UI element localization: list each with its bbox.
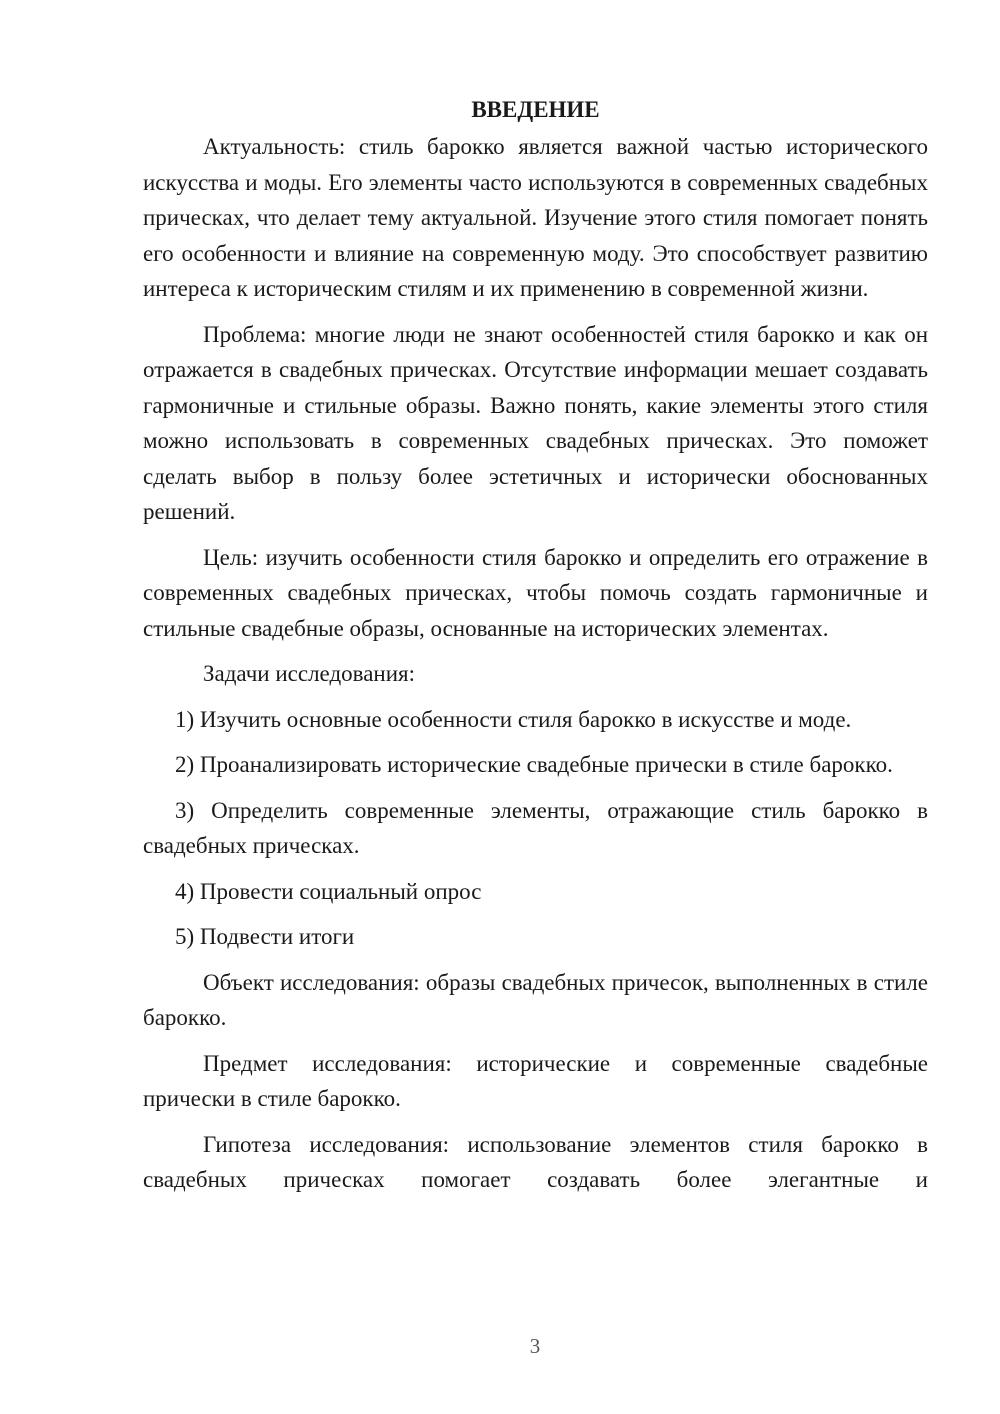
hypothesis-paragraph: Гипотеза исследования: использование элементов стиля барокко в свадебных прическах помогает создавать более элегантные и [143, 1131, 928, 1192]
page-title: ВВЕДЕНИЕ [471, 97, 600, 122]
goal-paragraph: Цель: изучить особенности стиля барокко и определить его отражение в современных свадебных прическах, чтобы помочь создать гармоничные и стильные свадебные образы, основанные на исторических элементах. [143, 544, 928, 641]
task-item: 2) Проанализировать исторические свадебные прически в стиле барокко. [175, 752, 893, 777]
task-item: 5) Подвести итоги [175, 924, 355, 949]
tasks-title: Задачи исследования: [203, 661, 416, 686]
subject-paragraph: Предмет исследования: исторические и современные свадебные прически в стиле барокко. [143, 1050, 928, 1111]
problem-paragraph: Проблема: многие люди не знают особенностей стиля барокко и как он отражается в свадебных прическах. Отсутствие информации мешает создавать гармоничные и стильные образы. Важно понять, какие элементы этого стиля можно использовать в современных свадебных прическах. Это поможет сделать выбор в пользу более эстетичных и исторически обоснованных решений. [143, 321, 928, 524]
task-item: 1) Изучить основные особенности стиля барокко в искусстве и моде. [175, 706, 852, 732]
page-content [143, 92, 928, 1208]
object-paragraph: Объект исследования: образы свадебных причесок, выполненных в стиле барокко. [143, 969, 928, 1030]
task-item: 4) Провести социальный опрос [175, 878, 482, 904]
task-item: 3) Определить современные элементы, отражающие стиль барокко в свадебных прическах. [143, 797, 928, 858]
page-number: 3 [529, 1334, 541, 1358]
relevance-paragraph: Актуальность: стиль барокко является важной частью исторического искусства и моды. Его элементы часто используются в современных свадебных прическах, что делает тему актуальной. Изучение этого стиля помогает понять его особенности и влияние на современную моду. Это способствует развитию интереса к историческим стилям и их применению в современной жизни. [143, 134, 928, 301]
